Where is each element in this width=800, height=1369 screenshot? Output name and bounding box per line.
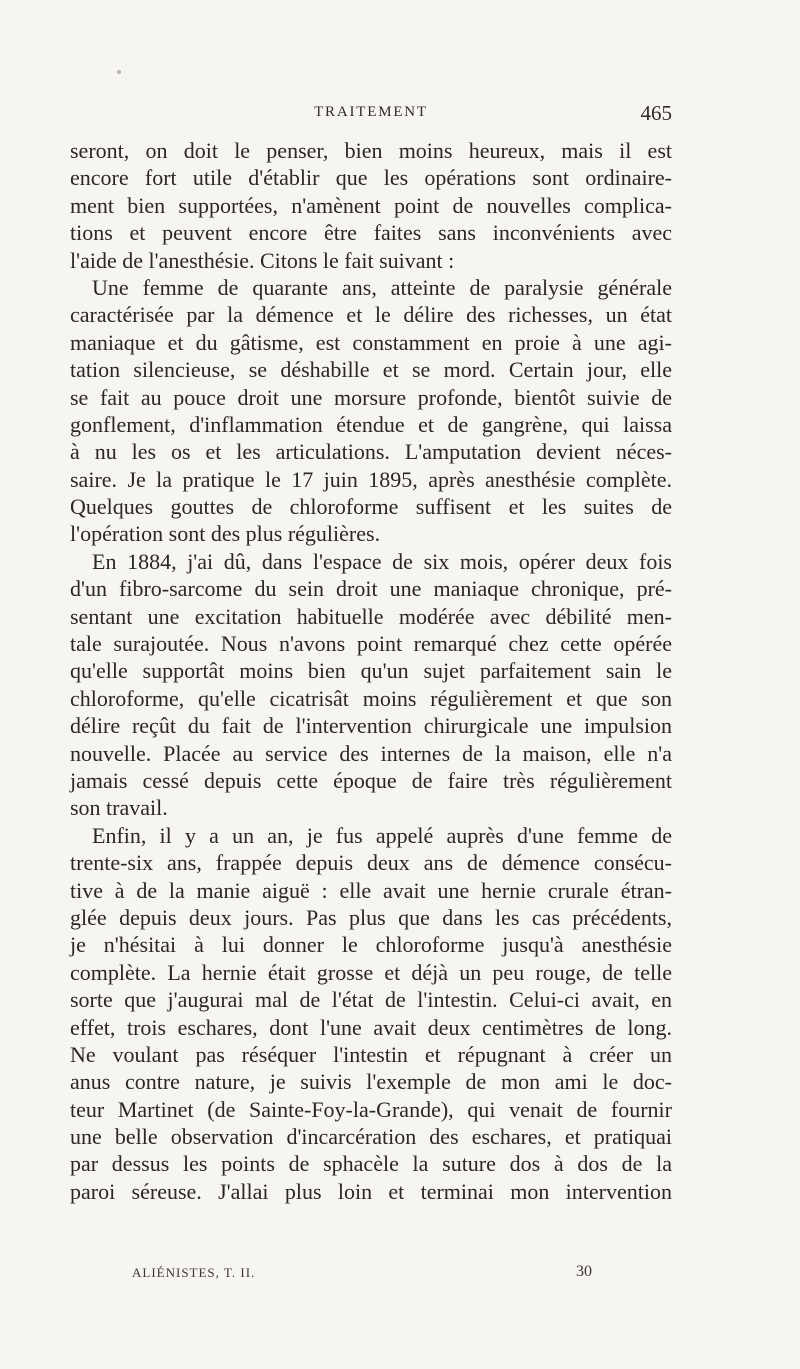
text-line: l'aide de l'anesthésie. Citons le fait suivant : [70,247,455,273]
page-footer [132,1265,602,1287]
text-line: glée depuis deux jours. Pas plus que dans les cas précédents, [70,904,672,930]
text-line: à nu les os et les articulations. L'amputation devient néces- [70,439,672,465]
text-line: jamais cessé depuis cette époque de faire très régulièrement [70,767,672,793]
text-line: tale surajoutée. Nous n'avons point remarqué chez cette opérée [70,631,672,657]
text-line: trente-six ans, frappée depuis deux ans de démence consécu- [70,850,672,876]
text-line: nouvelle. Placée au service des internes de la maison, elle n'a [70,740,672,766]
text-line: qu'elle supportât moins bien qu'un sujet parfaitement sain le [70,658,672,684]
text-line: saire. Je la pratique le 17 juin 1895, après anesthésie complète. [70,466,672,492]
text-line: complète. La hernie était grosse et déjà un peu rouge, de telle [70,959,672,985]
text-line: ment bien supportées, n'amènent point de nouvelles complica- [70,192,672,218]
text-line: paroi séreuse. J'allai plus loin et terminai mon intervention [70,1178,672,1204]
text-line: son travail. [70,795,168,821]
text-line: délire reçût du fait de l'intervention chirurgicale une impulsion [70,713,672,739]
text-line: tation silencieuse, se déshabille et se mord. Certain jour, elle [70,357,672,383]
text-line: teur Martinet (de Sainte-Foy-la-Grande), qui venait de fournir [70,1096,672,1122]
text-line: tive à de la manie aiguë : elle avait une hernie crurale étran- [70,877,672,903]
text-line: Quelques gouttes de chloroforme suffisent et les suites de [70,494,672,520]
text-line: sorte que j'augurai mal de l'état de l'intestin. Celui-ci avait, en [70,987,672,1013]
running-title: TRAITEMENT [314,104,428,120]
text-line: d'un fibro-sarcome du sein droit une maniaque chronique, pré- [70,576,672,602]
text-line: seront, on doit le penser, bien moins heureux, mais il est [70,138,672,163]
text-line: par dessus les points de sphacèle la suture dos à dos de la [70,1151,672,1177]
text-line: l'opération sont des plus régulières. [70,521,381,547]
text-line: caractérisée par la démence et le délire des richesses, un état [70,302,672,328]
text-line: maniaque et du gâtisme, est constamment en proie à une agi- [70,329,672,355]
text-line: se fait au pouce droit une morsure profonde, bientôt suivie de [70,384,672,410]
paragraph-start-line: En 1884, j'ai dû, dans l'espace de six mois, opérer deux fois [92,548,672,574]
body-text [70,137,672,1205]
text-line: je n'hésitai à lui donner le chloroforme jusqu'à anesthésie [70,932,672,958]
text-line: tions et peuvent encore être faites sans inconvénients avec [70,220,672,246]
page-number: 465 [640,101,672,125]
text-line: encore fort utile d'établir que les opérations sont ordinaire- [70,165,672,191]
page-header [70,101,672,128]
paper-speck [117,70,121,74]
paragraph-start-line: Une femme de quarante ans, atteinte de paralysie générale [92,274,672,300]
paragraph-start-line: Enfin, il y a un an, je fus appelé auprès d'une femme de [92,822,672,848]
text-line: une belle observation d'incarcération des eschares, et pratiquai [70,1124,672,1150]
sheet-number: 30 [576,1263,592,1280]
text-line: effet, trois eschares, dont l'une avait deux centimètres de long. [70,1014,672,1040]
text-line: sentant une excitation habituelle modérée avec débilité men- [70,603,672,629]
text-line: chloroforme, qu'elle cicatrisât moins régulièrement et que son [70,685,672,711]
text-line: anus contre nature, je suivis l'exemple de mon ami le doc- [70,1069,672,1095]
text-line: Ne voulant pas réséquer l'intestin et répugnant à créer un [70,1041,672,1067]
text-line: gonflement, d'inflammation étendue et de gangrène, qui laissa [70,411,672,437]
printer-signature: ALIÉNISTES, T. II. [132,1265,256,1280]
